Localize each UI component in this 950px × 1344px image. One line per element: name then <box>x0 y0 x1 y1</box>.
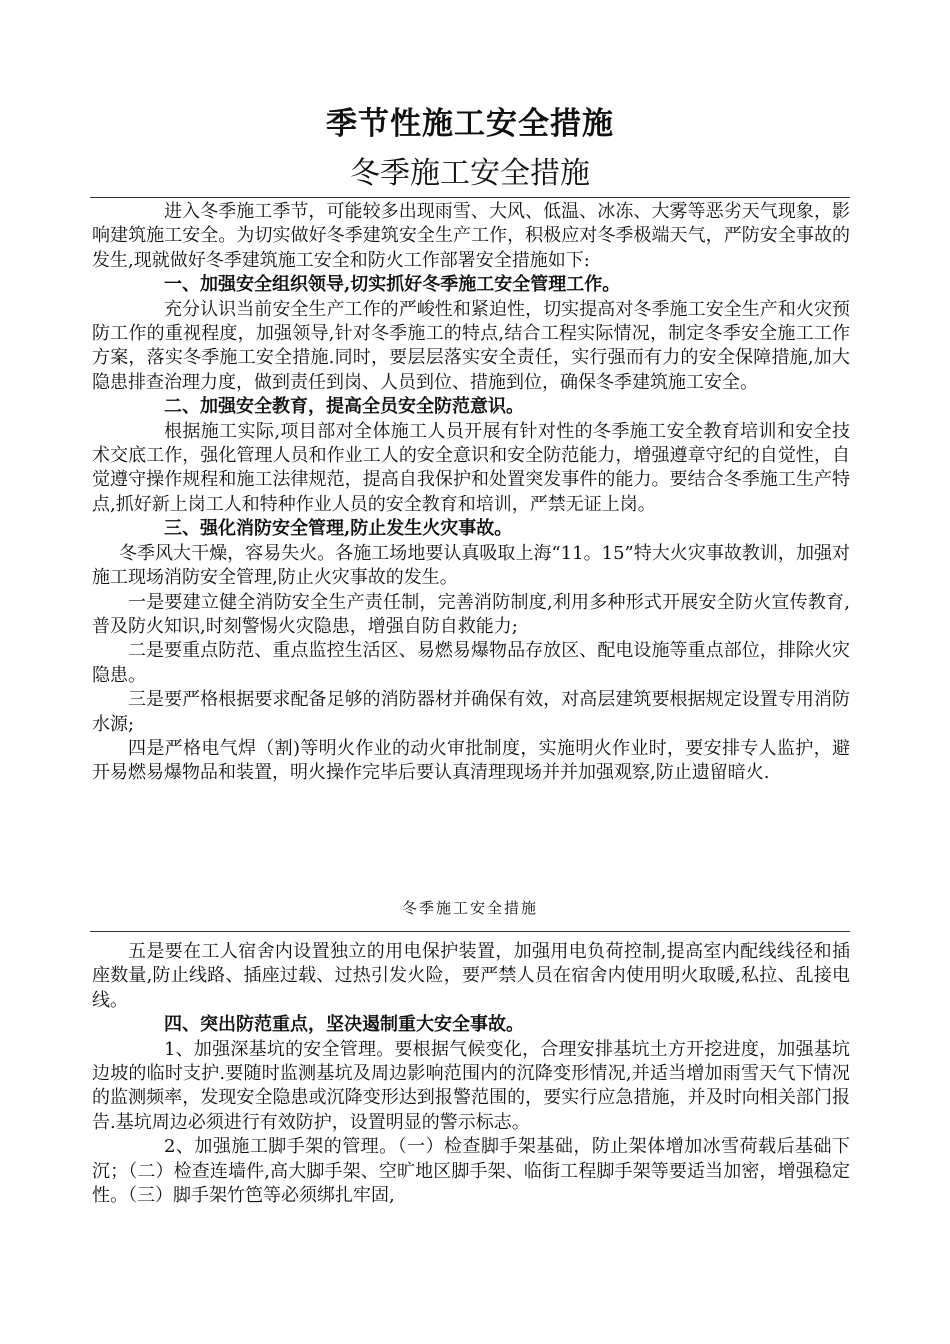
paragraph: 五是要在工人宿舍内设置独立的用电保护装置，加强用电负荷控制,提高室内配线线径和插座数量,防止线路、插座过载、过热引发火险，要严禁人员在宿舍内使用明火取暖,私拉、乱接电线。 <box>92 941 850 1011</box>
paragraph: 充分认识当前安全生产工作的严峻性和紧迫性，切实提高对冬季施工安全生产和火灾预防工作的重视程度，加强领导,针对冬季施工的特点,结合工程实际情况，制定冬季安全施工工作方案，落实冬季施工安全措施.同时，要层层落实安全责任，实行强而有力的安全保障措施,加大隐患排查治理力度，做到责任到岗、人员到位、措施到位，确保冬季建筑施工安全。 <box>92 298 850 393</box>
paragraph: 根据施工实际,项目部对全体施工人员开展有针对性的冬季施工安全教育培训和安全技术交底工作，强化管理人员和作业工人的安全意识和安全防范能力，增强遵章守纪的自觉性，自觉遵守操作规程和施工法律规范，提高自我保护和处置突发事件的能力。要结合冬季施工生产特点,抓好新上岗工人和特种作业人员的安全教育和培训，严禁无证上岗。 <box>92 420 850 515</box>
section-heading: 一、加强安全组织领导,切实抓好冬季施工安全管理工作。 <box>164 274 621 296</box>
paragraph: 二是要重点防范、重点监控生活区、易燃易爆物品存放区、配电设施等重点部位，排除火灾隐患。 <box>92 640 850 686</box>
body-block-2 <box>92 940 850 1208</box>
paragraph: 四是严格电气焊（割)等明火作业的动火审批制度，实施明火作业时，要安排专人监护，避开易燃易爆物品和装置，明火操作完毕后要认真清理现场并并加强观察,防止遗留暗火. <box>92 737 850 784</box>
section-heading: 四、突出防范重点，坚决遏制重大安全事故。 <box>164 1014 524 1036</box>
document-title: 季节性施工安全措施 <box>326 106 614 142</box>
paragraph: 进入冬季施工季节，可能较多出现雨雪、大风、低温、冰冻、大雾等恶劣天气现象，影响建筑施工安全。为切实做好冬季建筑安全生产工作，积极应对冬季极端天气，严防安全事故的发生,现就做好冬季建筑施工安全和防火工作部署安全措施如下: <box>92 201 850 271</box>
paragraph: 冬季风大干燥，容易失火。各施工场地要认真吸取上海“11。15”特大火灾事故教训，加强对施工现场消防安全管理,防止火灾事故的发生。 <box>92 542 850 589</box>
header-rule <box>90 197 850 198</box>
section-heading: 三、强化消防安全管理,防止发生火灾事故。 <box>164 518 513 540</box>
paragraph: 1、加强深基坑的安全管理。要根据气候变化，合理安排基坑土方开挖进度，加强基坑边坡的临时支护.要随时监测基坑及周边影响范围内的沉降变形情况,并适当增加雨雪天气下情况的监测频率，发现安全隐患或沉降变形达到报警范围的，要实行应急措施，并及时向相关部门报告.基坑周边必须进行有效防护，设置明显的警示标志。 <box>92 1038 850 1133</box>
section-heading: 二、加强安全教育，提高全员安全防范意识。 <box>164 396 524 418</box>
page-footer: 冬季施工安全措施 <box>401 899 538 917</box>
document-subtitle: 冬季施工安全措施 <box>350 156 590 191</box>
paragraph: 一是要建立健全消防安全生产责任制，完善消防制度,利用多种形式开展安全防火宣传教育,普及防火知识,时刻警惕火灾隐患，增强自防自救能力; <box>92 591 850 637</box>
body-block-1 <box>92 200 850 786</box>
paragraph: 三是要严格根据要求配备足够的消防器材并确保有效，对高层建筑要根据规定设置专用消防水源; <box>92 689 850 735</box>
paragraph: 2、加强施工脚手架的管理。（一）检查脚手架基础，防止架体增加冰雪荷载后基础下沉；（二）检查连墙件,高大脚手架、空旷地区脚手架、临街工程脚手架等要适当加密，增强稳定性。（三）脚手架竹笆等必须绑扎牢固, <box>92 1136 850 1207</box>
page-break-rule <box>90 931 850 932</box>
